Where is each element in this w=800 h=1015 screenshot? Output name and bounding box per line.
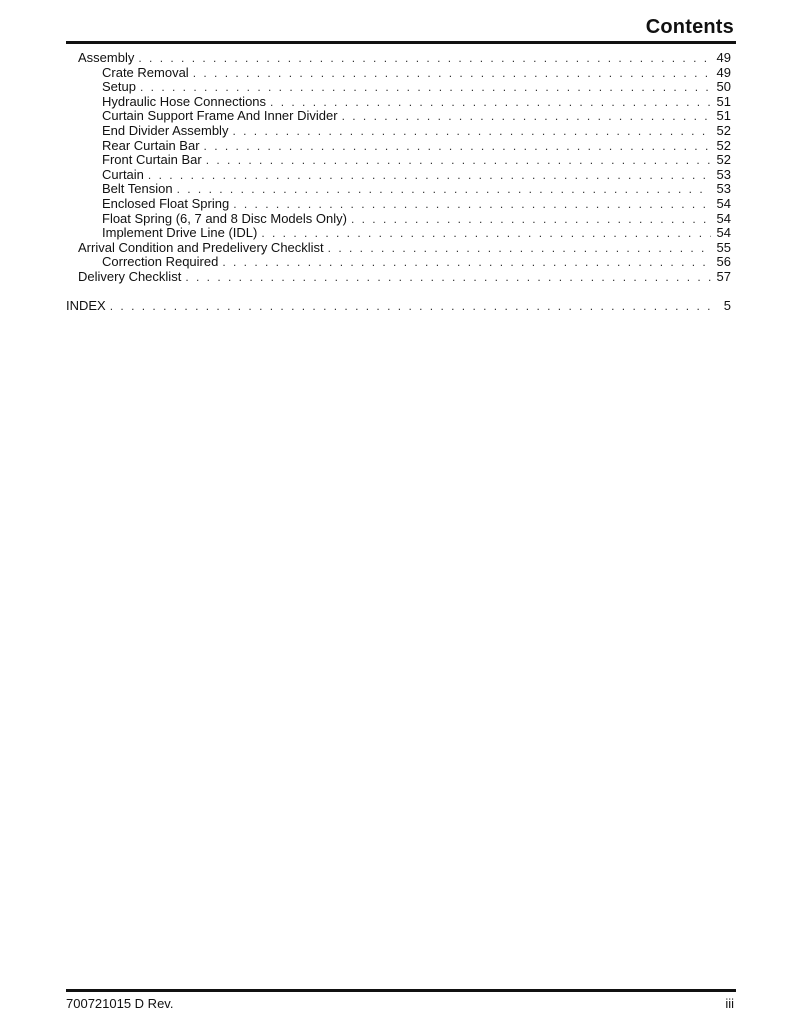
toc-leader-dots xyxy=(261,226,711,241)
toc-entry-front-curtain-bar[interactable] xyxy=(66,153,731,168)
toc-leader-dots xyxy=(328,241,711,256)
toc-entry-hydraulic-hose-connections[interactable] xyxy=(66,95,731,110)
toc-entry-setup[interactable] xyxy=(66,80,731,95)
toc-entry-page: 49 xyxy=(716,64,731,80)
toc-entry-enclosed-float-spring[interactable] xyxy=(66,197,731,212)
toc-entry-page: 52 xyxy=(716,152,731,168)
page-title: Contents xyxy=(645,16,734,38)
toc-entry-label: Arrival Condition and Predelivery Checklist xyxy=(78,239,324,255)
toc-entry-label: Setup xyxy=(102,79,136,95)
toc-entry-page: 52 xyxy=(716,122,731,138)
toc-entry-page: 55 xyxy=(716,239,731,255)
toc-entry-label: Float Spring (6, 7 and 8 Disc Models Only) xyxy=(102,210,347,226)
toc-leader-dots xyxy=(222,255,711,270)
toc-entry-index[interactable] xyxy=(66,299,731,314)
toc-entry-label: Implement Drive Line (IDL) xyxy=(102,225,258,241)
toc-entry-page: 50 xyxy=(716,79,731,95)
toc-entry-end-divider-assembly[interactable] xyxy=(66,124,731,139)
toc-entry-float-spring[interactable] xyxy=(66,212,731,227)
toc-entry-assembly[interactable] xyxy=(66,51,731,66)
toc-entry-belt-tension[interactable] xyxy=(66,182,731,197)
toc-leader-dots xyxy=(206,153,711,168)
toc-leader-dots xyxy=(232,124,711,139)
toc-entry-correction-required[interactable] xyxy=(66,255,731,270)
toc-leader-dots xyxy=(138,51,711,66)
toc-entry-page: 57 xyxy=(716,268,731,284)
toc-entry-label: Crate Removal xyxy=(102,64,189,80)
toc-entry-label: End Divider Assembly xyxy=(102,122,229,138)
toc-entry-label: INDEX xyxy=(66,298,106,314)
toc-entry-label: Delivery Checklist xyxy=(78,268,182,284)
toc-leader-dots xyxy=(148,168,711,183)
toc-entry-label: Enclosed Float Spring xyxy=(102,195,230,211)
document-number: 700721015 D Rev. xyxy=(66,996,174,1011)
toc-entry-page: 54 xyxy=(716,195,731,211)
toc-entry-label: Correction Required xyxy=(102,254,219,270)
toc-leader-dots xyxy=(193,66,711,81)
toc-entry-curtain-support-frame[interactable] xyxy=(66,109,731,124)
toc-entry-page: 49 xyxy=(716,50,731,65)
toc-entry-rear-curtain-bar[interactable] xyxy=(66,139,731,154)
toc-leader-dots xyxy=(342,109,711,124)
toc-leader-dots xyxy=(185,270,711,285)
toc-entry-label: Curtain xyxy=(102,166,144,182)
toc-entry-curtain[interactable] xyxy=(66,168,731,183)
toc-entry-page: 54 xyxy=(716,210,731,226)
table-of-contents xyxy=(66,51,731,314)
toc-leader-dots xyxy=(204,139,711,154)
toc-entry-page: 52 xyxy=(716,137,731,153)
toc-entry-crate-removal[interactable] xyxy=(66,66,731,81)
toc-entry-label: Assembly xyxy=(78,50,135,65)
toc-entry-label: Hydraulic Hose Connections xyxy=(102,93,267,109)
toc-leader-dots xyxy=(351,212,711,227)
toc-entry-page: 53 xyxy=(716,181,731,197)
toc-entry-delivery-checklist[interactable] xyxy=(66,270,731,285)
page-number: iii xyxy=(725,996,734,1011)
toc-entry-arrival-condition[interactable] xyxy=(66,241,731,256)
toc-entry-page: 51 xyxy=(716,108,731,124)
toc-leader-dots xyxy=(233,197,711,212)
toc-entry-label: Curtain Support Frame And Inner Divider xyxy=(102,108,338,124)
toc-entry-label: Rear Curtain Bar xyxy=(102,137,200,153)
toc-entry-page: 56 xyxy=(716,254,731,270)
toc-leader-dots xyxy=(177,182,711,197)
footer-rule xyxy=(66,989,736,992)
toc-leader-dots xyxy=(110,299,711,314)
toc-entry-page: 51 xyxy=(716,93,731,109)
toc-entry-label: Front Curtain Bar xyxy=(102,152,202,168)
toc-entry-page: 5 xyxy=(723,298,731,314)
toc-leader-dots xyxy=(140,80,711,95)
toc-entry-page: 53 xyxy=(716,166,731,182)
toc-entry-label: Belt Tension xyxy=(102,181,173,197)
toc-leader-dots xyxy=(270,95,711,110)
toc-entry-implement-drive-line[interactable] xyxy=(66,226,731,241)
toc-entry-page: 54 xyxy=(716,225,731,241)
header-rule xyxy=(66,41,736,44)
